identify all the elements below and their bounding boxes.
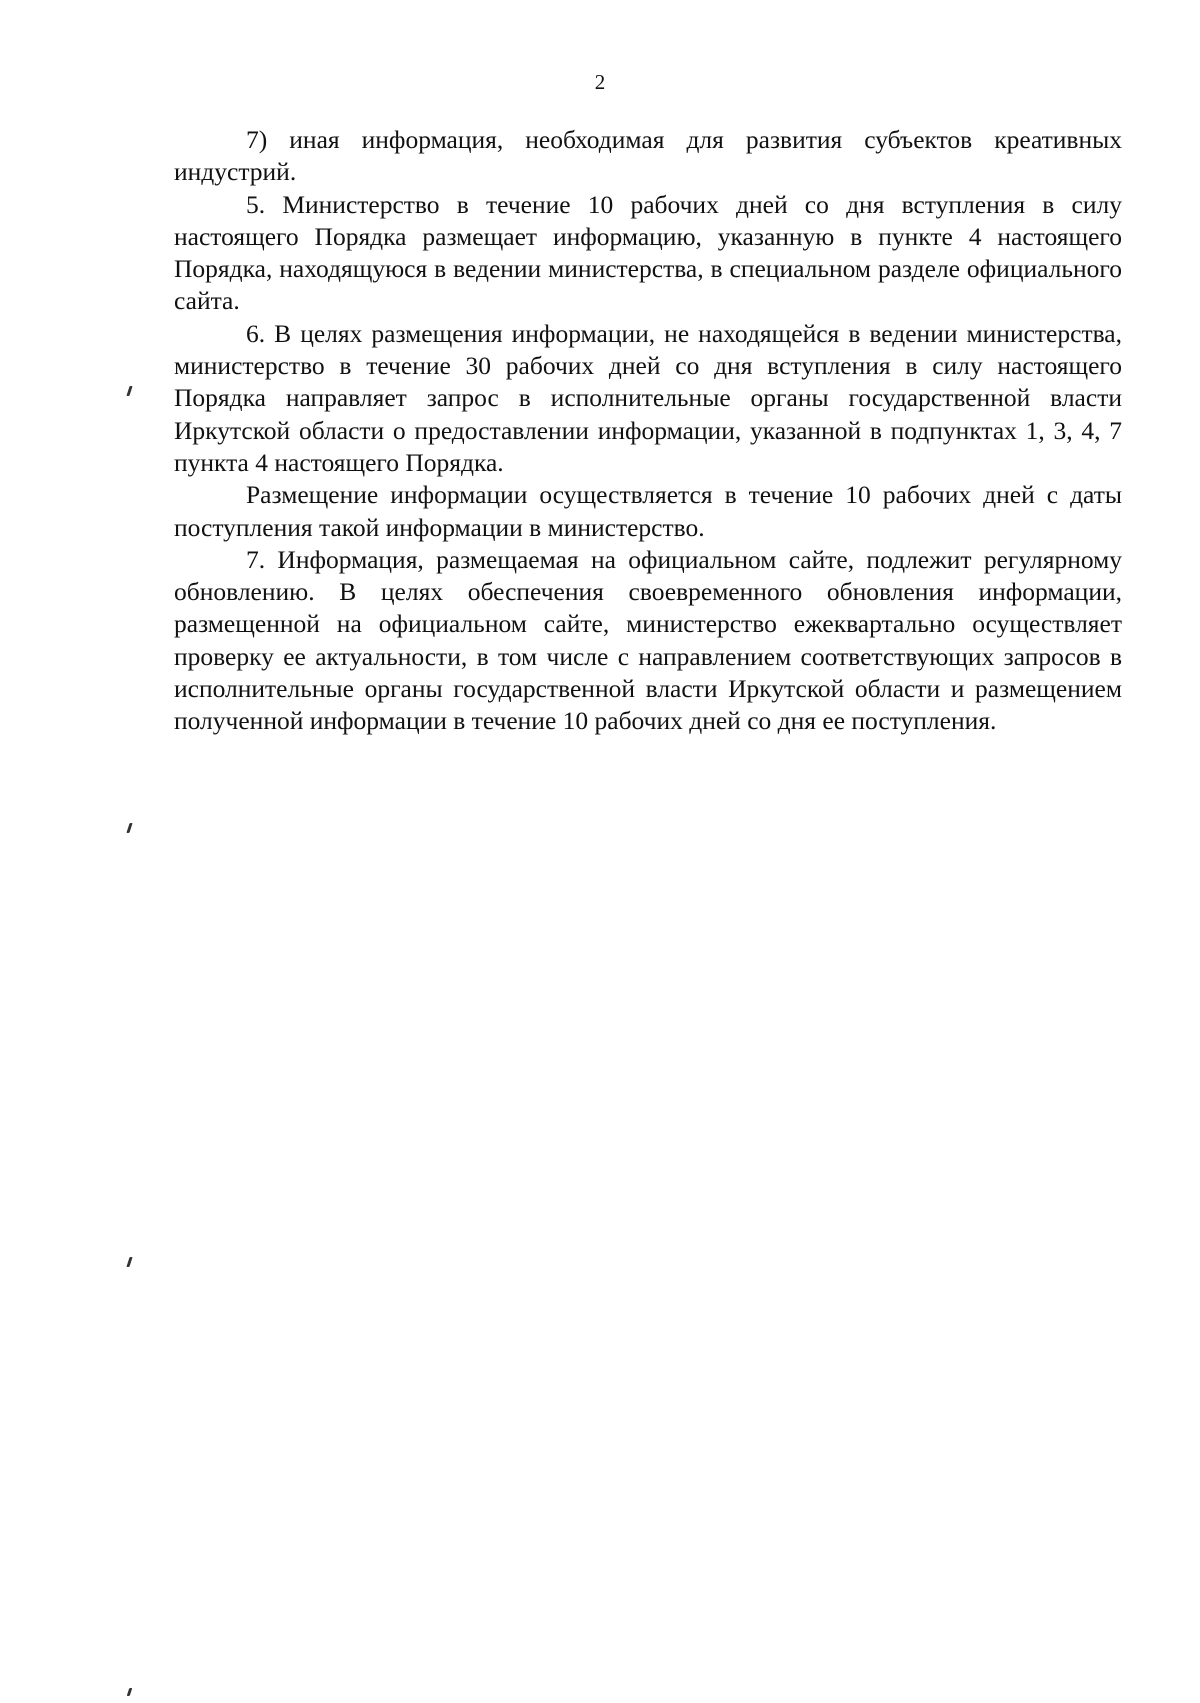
paragraph-clause-5: 5. Министерство в течение 10 рабочих дней со дня вступления в силу настоящего Порядка размещает информацию, указанную в пункте 4 настоящего Порядка, находящуюся в ведении министерства, в специальном разделе официального сайта. bbox=[174, 189, 1122, 316]
scan-margin-mark bbox=[126, 823, 132, 833]
paragraph-item-7-other-info: 7) иная информация, необходимая для развития субъектов креативных индустрий. bbox=[174, 125, 1122, 187]
scan-margin-mark bbox=[127, 1688, 133, 1696]
scan-margin-mark bbox=[126, 386, 132, 396]
paragraph-clause-7: 7. Информация, размещаемая на официальном сайте, подлежит регулярному обновлению. В целях обеспечения своевременного обновления информации, размещенной на официальном сайте, министерство ежеквартально осуществляет проверку ее актуальности, в том числе с направлением соответствующих запросов в исполнительные органы государственной власти Иркутской области и размещением полученной информации в течение 10 рабочих дней со дня ее поступления. bbox=[174, 544, 1122, 736]
scan-margin-mark bbox=[126, 1257, 132, 1267]
paragraph-clause-6: 6. В целях размещения информации, не находящейся в ведении министерства, министерство в течение 30 рабочих дней со дня вступления в силу настоящего Порядка направляет запрос в исполнительные органы государственной власти Иркутской области о предоставлении информации, указанной в подпунктах 1, 3, 4, 7 пункта 4 настоящего Порядка. bbox=[174, 318, 1122, 477]
page-number: 2 bbox=[594, 70, 606, 94]
paragraph-clause-6-placement: Размещение информации осуществляется в течение 10 рабочих дней с даты поступления такой информации в министерство. bbox=[174, 480, 1122, 542]
document-body bbox=[174, 124, 1122, 738]
